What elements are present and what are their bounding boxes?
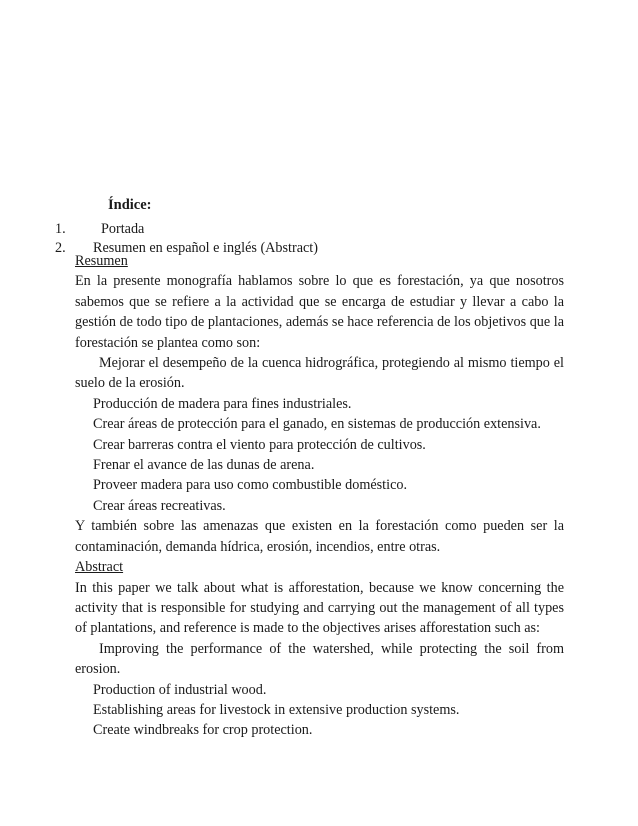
resumen-intro: En la presente monografía hablamos sobre lo que es forestación, ya que nosotros sabemos que se refiere a la actividad que se encarga de estudiar y llevar a cabo la gestión de todo tipo de plantaciones, además se hace referencia de los objetivos que la forestación se plantea como son:	[75, 273, 564, 351]
index-heading: Índice:	[108, 197, 152, 213]
resumen-closing: Y también sobre las amenazas que existen en la forestación como pueden ser la contaminación, demanda hídrica, erosión, incendios, entre otras.	[75, 518, 564, 555]
abstract-label: Abstract	[75, 559, 124, 576]
toc-text: Portada	[101, 221, 145, 237]
toc-item-1	[55, 221, 455, 241]
abstract-objective: Establishing areas for livestock in extensive production systems.	[93, 701, 460, 718]
resumen-objective: Frenar el avance de las dunas de arena.	[93, 457, 315, 474]
resumen-objective: Crear áreas recreativas.	[93, 497, 226, 514]
abstract-objective: Create windbreaks for crop protection.	[93, 722, 313, 739]
summary-body	[75, 251, 564, 741]
resumen-objective: Producción de madera para fines industriales.	[93, 395, 352, 412]
toc-number: 1.	[55, 221, 66, 237]
resumen-objective-first: Mejorar el desempeño de la cuenca hidrográfica, protegiendo al mismo tiempo el suelo de la erosión.	[75, 355, 564, 392]
abstract-objective-first: Improving the performance of the watershed, while protecting the soil from erosion.	[75, 640, 564, 678]
toc-text: Resumen en español e inglés (Abstract)	[93, 240, 318, 256]
toc-number: 2.	[55, 240, 66, 256]
resumen-objective: Crear áreas de protección para el ganado, en sistemas de producción extensiva.	[93, 416, 541, 433]
resumen-objective: Proveer madera para uso como combustible doméstico.	[93, 477, 408, 494]
abstract-intro: In this paper we talk about what is afforestation, because we know concerning the activity that is responsible for studying and carrying out the management of all types of plantations, and reference is made to the objectives arises afforestation such as:	[75, 579, 564, 637]
resumen-objective: Crear barreras contra el viento para protección de cultivos.	[93, 436, 426, 453]
resumen-label: Resumen	[75, 253, 128, 269]
abstract-objective: Production of industrial wood.	[93, 681, 267, 698]
